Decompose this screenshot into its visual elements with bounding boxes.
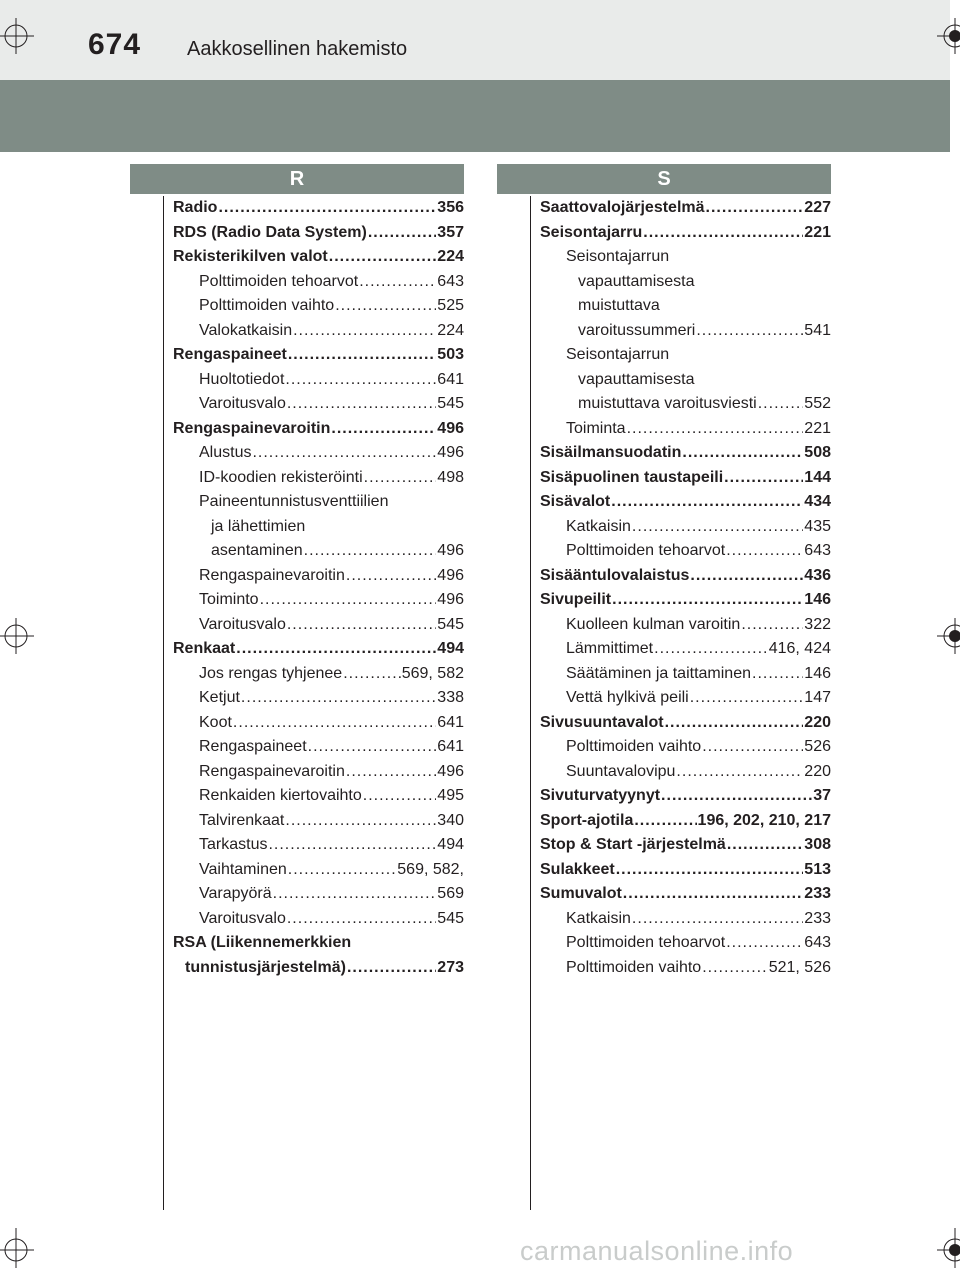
index-entry: [540, 858, 831, 883]
entry-page: 641: [437, 738, 464, 755]
entry-label: Alustus: [199, 444, 252, 461]
entry-label: Sivupeilit: [540, 591, 612, 608]
index-entry: [540, 956, 831, 981]
entry-label: muistuttava varoitusviesti: [578, 395, 757, 412]
entry-label: Seisontajarrun: [566, 248, 670, 265]
section-tab-s: S: [497, 164, 831, 194]
index-entry: [540, 343, 831, 368]
index-entry: [540, 245, 831, 270]
leader-dots: [260, 588, 437, 613]
leader-dots: [346, 564, 436, 589]
index-entry: [540, 931, 831, 956]
entry-page: 496: [437, 444, 464, 461]
index-entry: [540, 907, 831, 932]
index-entry: [540, 662, 831, 687]
entry-label: Katkaisin: [566, 909, 631, 927]
entry-label: Tarkastus: [199, 836, 268, 853]
index-entry: [540, 882, 831, 907]
page-number: 674: [88, 28, 142, 61]
entry-page: 308: [804, 836, 831, 853]
entry-label: muistuttava: [578, 297, 660, 314]
entry-page: 233: [804, 909, 831, 927]
index-entry: [173, 343, 464, 368]
registration-mark-icon: [0, 18, 34, 54]
leader-dots: [331, 417, 436, 442]
leader-dots: [690, 564, 803, 589]
entry-label: Katkaisin: [566, 517, 631, 535]
entry-label: Stop & Start -järjestelmä: [540, 836, 726, 853]
entry-label: Rengaspaineet: [199, 738, 307, 755]
leader-dots: [696, 319, 803, 344]
entry-label: Huoltotiedot: [199, 370, 285, 388]
index-entry: [173, 858, 464, 883]
index-entry: [173, 368, 464, 393]
index-entry: [540, 221, 831, 246]
entry-page: 221: [804, 419, 831, 437]
entry-page: 495: [437, 787, 464, 804]
entry-label: Radio: [173, 199, 218, 216]
registration-mark-icon: [0, 1228, 34, 1268]
leader-dots: [643, 221, 803, 246]
entry-label: varoitussummeri: [578, 321, 696, 339]
entry-page: 221: [804, 223, 831, 241]
index-entry: [173, 441, 464, 466]
entry-page: 220: [804, 762, 831, 780]
entry-page: 227: [804, 199, 831, 216]
entry-label: Sisääntulovalaistus: [540, 566, 690, 584]
entry-page: 220: [804, 713, 831, 731]
leader-dots: [308, 735, 437, 760]
entry-page: 436: [804, 566, 831, 584]
column-divider-left: [163, 196, 164, 1210]
leader-dots: [682, 441, 803, 466]
entry-label: Rengaspaineet: [173, 346, 287, 363]
entry-label: Seisontajarru: [540, 223, 643, 241]
index-entry: [540, 441, 831, 466]
index-entry: [173, 319, 464, 344]
entry-page: 498: [437, 468, 464, 486]
index-entry: [540, 833, 831, 858]
entry-page: 340: [437, 811, 464, 829]
leader-dots: [287, 613, 436, 638]
entry-page: 545: [437, 395, 464, 412]
leader-dots: [368, 221, 436, 246]
leader-dots: [690, 686, 804, 711]
index-entry: [173, 760, 464, 785]
index-column-r: [173, 196, 464, 980]
entry-page: 641: [437, 370, 464, 388]
leader-dots: [287, 907, 436, 932]
index-entry: [540, 686, 831, 711]
entry-label: Varoitusvalo: [199, 909, 286, 927]
index-entry: [173, 735, 464, 760]
entry-label: Renkaat: [173, 640, 236, 657]
registration-mark-icon: [937, 1228, 960, 1268]
entry-label: Säätäminen ja taittaminen: [566, 664, 751, 682]
entry-page: 224: [437, 248, 464, 265]
entry-label: ID-koodien rekisteröinti: [199, 468, 363, 486]
leader-dots: [236, 637, 436, 662]
entry-page: 144: [804, 468, 831, 486]
entry-label: Paineentunnistusventtiilien: [199, 493, 389, 510]
index-entry: [540, 784, 831, 809]
index-entry: [173, 686, 464, 711]
entry-page: 273: [437, 958, 464, 976]
entry-label: Varoitusvalo: [199, 615, 286, 633]
index-entry: [540, 711, 831, 736]
entry-label: RDS (Radio Data System): [173, 223, 367, 241]
entry-page: 496: [437, 591, 464, 608]
leader-dots: [741, 613, 803, 638]
entry-label: Sivusuuntavalot: [540, 713, 664, 731]
entry-page: 338: [437, 689, 464, 706]
leader-dots: [654, 637, 768, 662]
index-entry: [173, 270, 464, 295]
index-entry: [540, 392, 831, 417]
entry-label: Saattovalojärjestelmä: [540, 199, 705, 216]
entry-label: Seisontajarrun: [566, 346, 670, 363]
entry-label: Polttimoiden vaihto: [566, 958, 702, 976]
index-entry: [173, 417, 464, 442]
entry-page: 643: [437, 272, 464, 290]
entry-page: 496: [437, 542, 464, 559]
entry-label: Rengaspainevaroitin: [173, 419, 331, 437]
entry-page: 147: [804, 689, 831, 706]
leader-dots: [665, 711, 804, 736]
index-entry: [540, 368, 831, 393]
index-entry: [540, 319, 831, 344]
index-entry: [540, 515, 831, 540]
entry-label: Sivuturvatyynyt: [540, 787, 661, 804]
entry-page: 569, 582,: [397, 860, 464, 878]
leader-dots: [661, 784, 812, 809]
entry-page: 569, 582: [401, 664, 464, 682]
entry-label: vapauttamisesta: [578, 370, 695, 388]
leader-dots: [612, 588, 803, 613]
entry-label: Toiminto: [199, 591, 259, 608]
entry-page: 357: [437, 223, 464, 241]
index-entry: [540, 294, 831, 319]
entry-page: 322: [804, 615, 831, 633]
leader-dots: [252, 441, 436, 466]
leader-dots: [287, 392, 436, 417]
leader-dots: [285, 809, 436, 834]
index-entry: [173, 221, 464, 246]
entry-label: vapauttamisesta: [578, 272, 695, 290]
index-entry: [540, 196, 831, 221]
entry-page: 643: [804, 542, 831, 559]
entry-label: Toiminta: [566, 419, 626, 437]
index-entry: [540, 564, 831, 589]
entry-page: 525: [437, 297, 464, 314]
index-entry: [540, 760, 831, 785]
entry-page: 545: [437, 615, 464, 633]
entry-label: Suuntavalovipu: [566, 762, 676, 780]
entry-page: 503: [437, 346, 464, 363]
entry-label: ja lähettimien: [211, 517, 306, 535]
leader-dots: [724, 466, 803, 491]
leader-dots: [293, 319, 436, 344]
entry-label: Rengaspainevaroitin: [199, 762, 345, 780]
index-entry: [540, 613, 831, 638]
index-entry: [173, 907, 464, 932]
entry-page: 496: [437, 566, 464, 584]
index-entry: [173, 588, 464, 613]
entry-label: tunnistusjärjestelmä): [185, 958, 346, 976]
index-column-s: [540, 196, 831, 980]
entry-page: 496: [437, 419, 464, 437]
index-entry: [173, 564, 464, 589]
entry-label: Sulakkeet: [540, 860, 615, 878]
leader-dots: [288, 343, 436, 368]
leader-dots: [218, 196, 436, 221]
entry-label: Renkaiden kiertovaihto: [199, 787, 362, 804]
entry-label: Jos rengas tyhjenee: [199, 664, 343, 682]
leader-dots: [632, 515, 803, 540]
leader-dots: [335, 294, 436, 319]
index-entry: [173, 490, 464, 515]
leader-dots: [343, 662, 401, 687]
leader-dots: [273, 882, 437, 907]
entry-page: 641: [437, 713, 464, 731]
section-tab-r: R: [130, 164, 464, 194]
entry-label: Vaihtaminen: [199, 860, 287, 878]
entry-label: Sumuvalot: [540, 885, 622, 902]
entry-page: 146: [804, 664, 831, 682]
entry-page: 494: [437, 640, 464, 657]
entry-label: Kuolleen kulman varoitin: [566, 615, 741, 633]
entry-label: Polttimoiden tehoarvot: [199, 272, 359, 290]
entry-label: Sisäpuolinen taustapeili: [540, 468, 724, 486]
entry-label: Varoitusvalo: [199, 395, 286, 412]
entry-label: Rengaspainevaroitin: [199, 566, 345, 584]
entry-label: Polttimoiden tehoarvot: [566, 542, 726, 559]
leader-dots: [726, 539, 803, 564]
leader-dots: [304, 539, 437, 564]
index-entry: [173, 613, 464, 638]
watermark: carmanualsonline.info: [520, 1236, 794, 1266]
registration-mark-icon: [937, 18, 960, 54]
entry-label: Vettä hylkivä peili: [566, 689, 689, 706]
leader-dots: [676, 760, 803, 785]
leader-dots: [706, 196, 804, 221]
leader-dots: [726, 931, 803, 956]
leader-dots: [702, 956, 768, 981]
index-entry: [173, 392, 464, 417]
leader-dots: [752, 662, 803, 687]
index-entry: [540, 735, 831, 760]
leader-dots: [634, 809, 696, 834]
entry-label: Sport-ajotila: [540, 811, 634, 829]
leader-dots: [288, 858, 397, 883]
column-divider-middle: [530, 196, 531, 1210]
entry-label: asentaminen: [211, 542, 303, 559]
entry-label: Rekisterikilven valot: [173, 248, 328, 265]
entry-page: 233: [804, 885, 831, 902]
index-entry: [173, 515, 464, 540]
entry-page: 224: [437, 321, 464, 339]
entry-page: 37: [813, 787, 831, 804]
leader-dots: [268, 833, 436, 858]
entry-page: 508: [804, 444, 831, 461]
index-entry: [173, 833, 464, 858]
index-entry: [540, 490, 831, 515]
entry-page: 513: [804, 860, 831, 878]
entry-label: Polttimoiden vaihto: [199, 297, 335, 314]
index-entry: [540, 466, 831, 491]
leader-dots: [627, 417, 804, 442]
entry-page: 569: [437, 885, 464, 902]
index-entry: [173, 662, 464, 687]
index-entry: [540, 588, 831, 613]
leader-dots: [611, 490, 803, 515]
entry-page: 526: [804, 738, 831, 755]
entry-page: 541: [804, 321, 831, 339]
registration-mark-icon: [0, 618, 34, 654]
entry-page: 146: [804, 591, 831, 608]
leader-dots: [727, 833, 803, 858]
header-strip: [0, 0, 950, 80]
leader-dots: [632, 907, 803, 932]
leader-dots: [347, 956, 436, 981]
leader-dots: [346, 760, 436, 785]
leader-dots: [329, 245, 437, 270]
leader-dots: [616, 858, 804, 883]
entry-page: 434: [804, 493, 831, 510]
entry-page: 494: [437, 836, 464, 853]
leader-dots: [363, 784, 437, 809]
entry-label: Valokatkaisin: [199, 321, 293, 339]
entry-label: Polttimoiden tehoarvot: [566, 934, 726, 951]
index-entry: [540, 417, 831, 442]
leader-dots: [359, 270, 436, 295]
index-entry: [173, 931, 464, 956]
leader-dots: [702, 735, 803, 760]
leader-dots: [233, 711, 436, 736]
index-entry: [173, 539, 464, 564]
index-entry: [540, 539, 831, 564]
entry-page: 545: [437, 909, 464, 927]
entry-page: 196, 202, 210, 217: [697, 811, 831, 829]
entry-label: Polttimoiden vaihto: [566, 738, 702, 755]
index-entry: [173, 711, 464, 736]
entry-label: Koot: [199, 713, 232, 731]
leader-dots: [241, 686, 436, 711]
index-entry: [540, 270, 831, 295]
entry-label: RSA (Liikennemerkkien: [173, 934, 352, 951]
entry-label: Lämmittimet: [566, 640, 654, 657]
entry-label: Varapyörä: [199, 885, 272, 902]
entry-label: Sisävalot: [540, 493, 611, 510]
entry-page: 435: [804, 517, 831, 535]
index-entry: [540, 809, 831, 834]
index-entry: [173, 882, 464, 907]
entry-page: 521, 526: [768, 958, 831, 976]
entry-page: 552: [804, 395, 831, 412]
leader-dots: [285, 368, 436, 393]
entry-page: 496: [437, 762, 464, 780]
index-entry: [540, 637, 831, 662]
leader-dots: [364, 466, 437, 491]
index-entry: [173, 637, 464, 662]
index-entry: [173, 466, 464, 491]
entry-page: 643: [804, 934, 831, 951]
leader-dots: [623, 882, 804, 907]
entry-label: Sisäilmansuodatin: [540, 444, 682, 461]
index-entry: [173, 294, 464, 319]
header-band: [0, 80, 950, 152]
page-title: Aakkosellinen hakemisto: [187, 38, 408, 60]
index-entry: [173, 196, 464, 221]
entry-page: 356: [437, 199, 464, 216]
registration-mark-icon: [937, 618, 960, 654]
entry-label: Talvirenkaat: [199, 811, 285, 829]
entry-page: 416, 424: [768, 640, 831, 657]
entry-label: Ketjut: [199, 689, 240, 706]
leader-dots: [758, 392, 804, 417]
index-entry: [173, 784, 464, 809]
index-entry: [173, 956, 464, 981]
index-entry: [173, 245, 464, 270]
index-entry: [173, 809, 464, 834]
